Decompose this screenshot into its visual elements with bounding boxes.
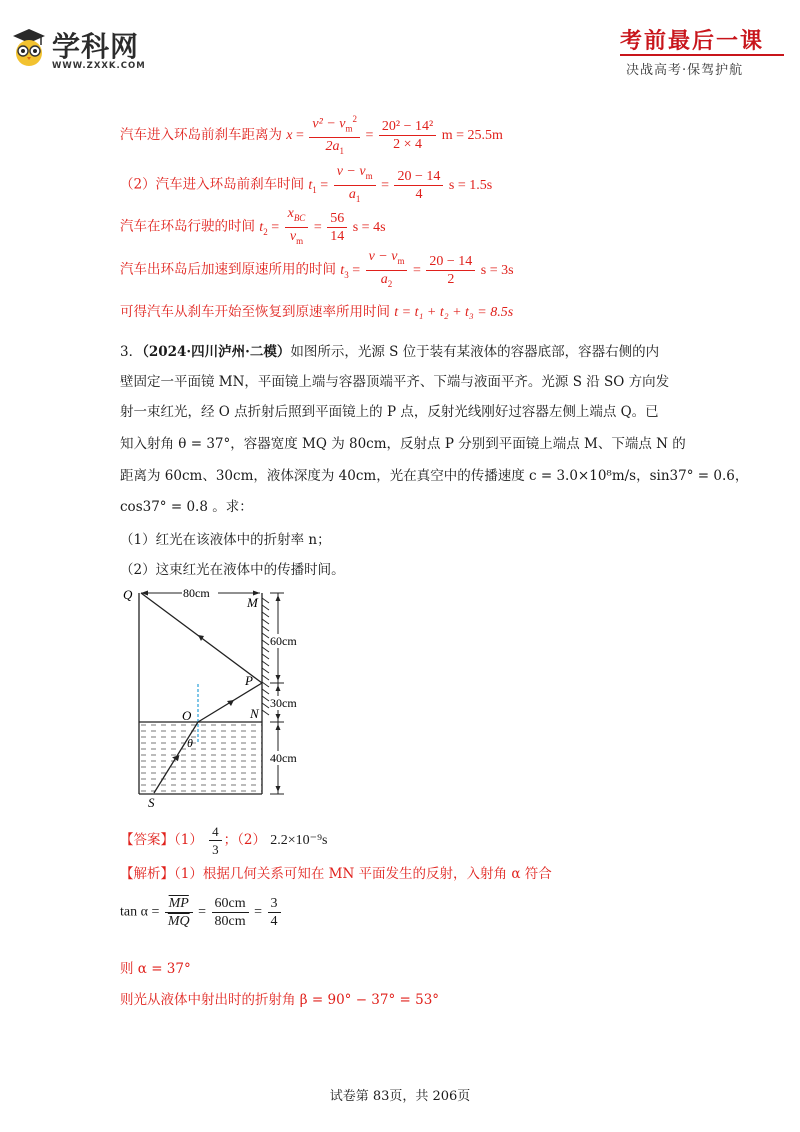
solution-line-4: 汽车出环岛后加速到原速所用的时间 $t_3$ = $\frac{v - v_m}{a_2}$ = $\frac{20 - 14}{2}$ s = 3s (120, 248, 514, 293)
beta-line: 则光从液体中射出时的折射角 β = 90° − 37° = 53° (120, 992, 440, 1008)
subscript: 1 (312, 184, 317, 195)
analysis-line (120, 862, 552, 882)
numerator: $\overline{MP}$ (165, 895, 193, 913)
denominator: v (289, 228, 297, 244)
label-N: N (250, 706, 259, 721)
label-P: P (245, 673, 253, 688)
solution-line-2: （2）汽车进入环岛前刹车时间 $t_1$ = $\frac{v - v_m}{a_1}$ = $\frac{20 - 14}{4}$ s = 1.5s (120, 163, 492, 208)
question-1: （1）红光在该液体中的折射率 n； (120, 532, 331, 548)
math-symbol: t (308, 177, 313, 193)
analysis-text: （1）根据几何关系可知在 MN 平面发生的反射，入射角 α 符合 (174, 866, 552, 882)
answer-value-2: 2.2×10⁻⁹s (270, 833, 328, 848)
fraction (327, 210, 347, 245)
solution-line-4-text: 汽车出环岛后加速到原速所用的时间 (120, 261, 336, 278)
numerator: 3 (268, 895, 281, 913)
label-M: M (247, 595, 258, 610)
problem-line-6: cos37° = 0.8 。求： (120, 499, 253, 515)
solution-line-2-text: （2）汽车进入环岛前刹车时间 (120, 176, 305, 193)
denominator: 80cm (214, 914, 246, 929)
fraction (165, 895, 193, 930)
subscript: 1 (339, 146, 344, 157)
logo-owl-icon (11, 27, 47, 67)
fraction (394, 168, 443, 203)
subscript: 1 (355, 193, 361, 204)
label-width: 80cm (183, 586, 210, 600)
result: m = 25.5m (441, 127, 503, 143)
answer-separator: ； (223, 832, 238, 848)
numerator: 20 − 14 (394, 168, 443, 186)
denominator: 3 (212, 842, 219, 857)
problem-text: 如图所示，光源 S 位于装有某液体的容器底部，容器右侧的内 (290, 344, 660, 360)
numerator: 20 − 14 (426, 253, 475, 271)
label-S: S (148, 795, 155, 809)
label-theta: θ (187, 736, 193, 750)
fraction (334, 163, 376, 208)
solution-line-3: 汽车在环岛行驶的时间 $t_2$ = $\frac{x_{BC}}{v_m}$ = $\frac{56}{14}$ s = 4s (120, 205, 386, 250)
denominator: 14 (330, 228, 345, 244)
fraction (426, 253, 475, 288)
answer-tag: 【答案】 (120, 832, 174, 848)
result: s = 3s (480, 262, 514, 278)
solution-line-1-text: 汽车进入环岛前刹车距离为 (120, 126, 282, 143)
label-40cm: 40cm (270, 751, 297, 765)
solution-line-5-text: 可得汽车从刹车开始至恢复到原速率所用时间 (120, 304, 390, 320)
solution-line-5 (120, 300, 513, 321)
logo-text: 学科网 (52, 30, 140, 63)
problem-line-4: 知入射角 θ = 37°，容器宽度 MQ 为 80cm，反射点 P 分别到平面镜上端点 M、下端点 N 的 (120, 436, 686, 452)
answer-line (120, 823, 327, 858)
logo-url: WWW.ZXXK.COM (52, 61, 146, 71)
subscript: m (397, 255, 405, 266)
header-divider (620, 54, 784, 56)
fraction (212, 895, 249, 930)
subscript: m (296, 235, 304, 246)
mirror-hatch (262, 598, 269, 715)
problem-line-2: 壁固定一平面镜 MN，平面镜上端与容器顶端平齐、下端与液面平齐。光源 S 沿 SO 方向发 (120, 374, 670, 390)
denominator: a (380, 271, 388, 287)
liquid-region (139, 722, 262, 794)
subscript: 3 (344, 269, 349, 280)
solution-line-1: 汽车进入环岛前刹车距离为 x = $\frac{v^2 - v_m^2}{2a_1}$ = $\frac{\text{20² − 14²}}{2 \times 4}$ m = 25.5m (120, 111, 503, 160)
problem-source: （2024·四川泸州·二模） (142, 344, 291, 360)
numerator: 56 (327, 210, 347, 228)
subscript: BC (293, 212, 306, 223)
page-footer: 试卷第 83页，共 206页 (329, 1089, 471, 1104)
fraction (379, 118, 436, 153)
label-30cm: 30cm (270, 696, 297, 710)
denominator: 2 × 4 (393, 137, 423, 153)
header (0, 0, 800, 80)
superscript: 2 (352, 114, 358, 124)
denominator: 2a (325, 139, 340, 155)
numerator: v − v (368, 249, 398, 264)
subscript: m (345, 123, 353, 134)
label-60cm: 60cm (270, 634, 297, 648)
problem-line-5: 距离为 60cm、30cm，液体深度为 40cm，光在真空中的传播速度 c = 3.0×10⁸m/s，sin37° = 0.6， (120, 468, 749, 484)
numerator: 60cm (212, 895, 249, 913)
denominator: MQ (167, 914, 190, 929)
numerator: x (287, 206, 294, 221)
fraction (309, 111, 360, 160)
label-O: O (182, 708, 192, 723)
tan-equation: tan α = $\frac{\overline{MP}}{MQ}$ = $\frac{60cm}{80cm}$ = $\frac{3}{4}$ (120, 895, 283, 930)
numerator: 20² − 14² (379, 118, 436, 136)
fraction (268, 895, 281, 930)
question-2: （2）这束红光在液体中的传播时间。 (120, 562, 345, 578)
subscript: m (365, 170, 373, 181)
problem-number: 3． (120, 344, 143, 360)
math-symbol: t (259, 219, 264, 235)
header-right-sub: 决战高考·保驾护航 (626, 63, 744, 78)
numerator: v² − v (312, 116, 346, 132)
problem-line-3: 射一束红光，经 O 点折射后照到平面镜上的 P 点，反射光线刚好过容器左侧上端点 Q。已 (120, 404, 659, 420)
denominator: a (348, 186, 356, 202)
problem-line-1 (120, 340, 659, 360)
fraction (285, 205, 309, 250)
numerator: v − v (336, 164, 366, 179)
solution-line-3-text: 汽车在环岛行驶的时间 (120, 218, 255, 235)
result: s = 1.5s (448, 177, 493, 193)
denominator: 4 (270, 914, 278, 929)
denominator: 2 (447, 271, 455, 287)
subscript: 2 (263, 226, 268, 237)
tan-lhs: tan α = (120, 904, 160, 920)
header-right-title: 考前最后一课 (620, 28, 765, 54)
alpha-line: 则 α = 37° (120, 961, 191, 977)
answer-part-1: （1） (174, 832, 203, 848)
analysis-tag: 【解析】 (120, 866, 174, 882)
math-symbol: x (286, 127, 293, 143)
subscript: 2 (387, 278, 393, 289)
answer-part-2: （2） (237, 832, 266, 848)
ray-arrow (198, 635, 204, 641)
fraction (366, 248, 408, 293)
numerator: 4 (209, 823, 222, 841)
answer-fraction (209, 823, 222, 858)
result: s = 4s (352, 219, 386, 235)
label-Q: Q (123, 587, 133, 602)
math-symbol: t (340, 262, 345, 278)
solution-line-5-math: t = t₁ + t₂ + t₃ = 8.5s (394, 305, 514, 320)
denominator: 4 (415, 186, 423, 202)
optics-figure (110, 584, 320, 809)
